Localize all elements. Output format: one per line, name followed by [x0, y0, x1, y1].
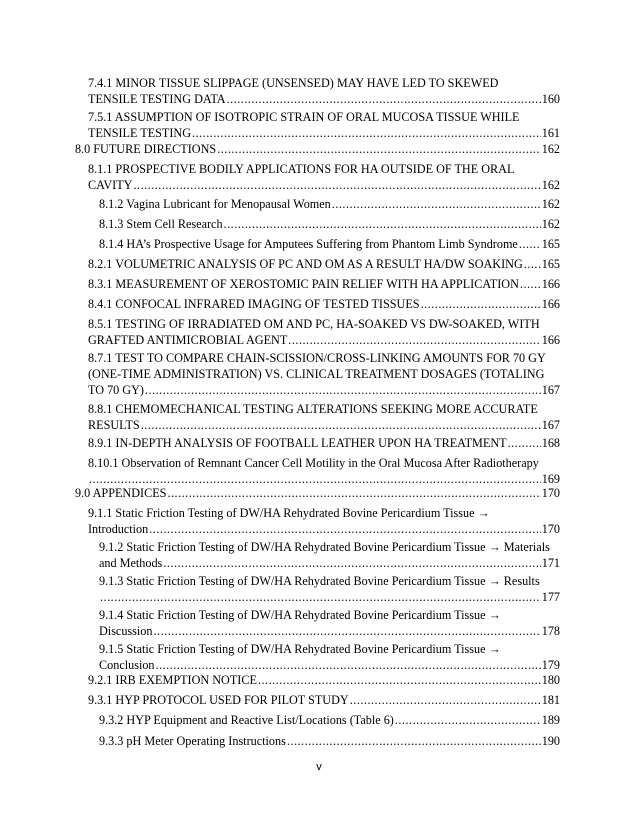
toc-entry[interactable] — [88, 276, 560, 292]
toc-page-number: 181 — [541, 693, 560, 707]
dot-leader — [156, 657, 541, 673]
toc-page-number: 190 — [541, 734, 560, 748]
toc-entry[interactable] — [88, 505, 560, 537]
dot-leader — [163, 555, 540, 571]
toc-page-number: 160 — [541, 92, 560, 106]
toc-entry-title: 8.8.1 CHEMOMECHANICAL TESTING ALTERATIONS SEEKING MORE ACCURATE — [88, 402, 538, 416]
toc-page-number: 162 — [541, 217, 560, 231]
toc-entry[interactable] — [88, 296, 560, 312]
toc-entry[interactable] — [99, 733, 560, 749]
toc-entry[interactable] — [99, 539, 560, 571]
dot-leader — [287, 733, 541, 749]
toc-entry-title: 8.9.1 IN-DEPTH ANALYSIS OF FOOTBALL LEATHER UPON HA TREATMENT — [88, 436, 507, 450]
toc-entry[interactable] — [88, 672, 560, 688]
toc-entry[interactable] — [88, 109, 560, 141]
toc-entry-title-cont: Conclusion — [99, 658, 155, 672]
toc-entry[interactable] — [75, 485, 560, 501]
toc-page-number: 170 — [541, 522, 560, 536]
dot-leader — [145, 382, 541, 398]
toc-entry-title-cont: GRAFTED ANTIMICROBIAL AGENT — [88, 333, 288, 347]
toc-page-number: 178 — [541, 624, 560, 638]
toc-entry[interactable] — [88, 316, 560, 348]
dot-leader — [100, 589, 541, 605]
toc-entry-title-cont: RESULTS — [88, 418, 140, 432]
dot-leader — [288, 332, 540, 348]
toc-entry[interactable] — [99, 216, 560, 232]
toc-page-number: 162 — [541, 178, 560, 192]
dot-leader — [227, 91, 541, 107]
toc-entry-title-cont: CAVITY — [88, 178, 133, 192]
toc-page-number: 177 — [541, 590, 560, 604]
toc-entry-title: 9.3.1 HYP PROTOCOL USED FOR PILOT STUDY — [88, 693, 349, 707]
dot-leader — [332, 196, 541, 212]
toc-entry-title-cont: Discussion — [99, 624, 153, 638]
toc-page-number: 166 — [541, 277, 560, 291]
toc-page-number: 180 — [541, 673, 560, 687]
toc-entry-title-cont: Introduction — [88, 522, 149, 536]
toc-entry-title: 8.1.4 HA’s Prospective Usage for Amputees Suffering from Phantom Limb Syndrome — [99, 237, 518, 251]
toc-page-number: 165 — [541, 237, 560, 251]
toc-entry-title-cont: TENSILE TESTING DATA — [88, 92, 226, 106]
dot-leader — [524, 256, 541, 272]
toc-entry-title-cont: and Methods — [99, 556, 163, 570]
toc-page-number: 167 — [541, 418, 560, 432]
toc-page-number: 162 — [541, 197, 560, 211]
toc-page-number: 179 — [541, 658, 560, 672]
toc-entry-title: 9.1.2 Static Friction Testing of DW/HA Rehydrated Bovine Pericardium Tissue → Materials — [99, 540, 550, 554]
toc-entry-title: 8.3.1 MEASUREMENT OF XEROSTOMIC PAIN RELIEF WITH HA APPLICATION — [88, 277, 519, 291]
dot-leader — [149, 521, 540, 537]
toc-entry[interactable] — [88, 692, 560, 708]
toc-entry[interactable] — [88, 435, 560, 451]
toc-page-number: 170 — [541, 486, 560, 500]
toc-entry[interactable] — [88, 75, 560, 107]
dot-leader — [421, 296, 541, 312]
toc-entry[interactable] — [99, 236, 560, 252]
toc-entry-title: 8.7.1 TEST TO COMPARE CHAIN-SCISSION/CROSS-LINKING AMOUNTS FOR 70 GY — [88, 351, 546, 365]
dot-leader — [395, 712, 541, 728]
toc-entry[interactable] — [88, 455, 560, 487]
toc-entry[interactable] — [99, 607, 560, 639]
dot-leader — [217, 141, 541, 157]
toc-page-number: 171 — [541, 556, 560, 570]
toc-page-number: 169 — [541, 472, 560, 486]
toc-page-number: 189 — [541, 713, 560, 727]
toc-entry-title-cont: (ONE-TIME ADMINISTRATION) VS. CLINICAL TREATMENT DOSAGES (TOTALING — [88, 367, 545, 381]
toc-entry-title-cont: TENSILE TESTING — [88, 126, 192, 140]
dot-leader — [154, 623, 541, 639]
toc-entry[interactable] — [88, 350, 560, 398]
toc-entry[interactable] — [88, 256, 560, 272]
toc-entry-title: 8.10.1 Observation of Remnant Cancer Cell Motility in the Oral Mucosa After Radiotherapy — [88, 456, 539, 470]
toc-entry-title: 8.1.2 Vagina Lubricant for Menopausal Women — [99, 197, 331, 211]
dot-leader — [350, 692, 541, 708]
toc-entry-title: 9.3.3 pH Meter Operating Instructions — [99, 734, 286, 748]
toc-page-number: 167 — [541, 383, 560, 397]
dot-leader — [520, 276, 541, 292]
toc-entry[interactable] — [99, 573, 560, 605]
toc-page-number: 166 — [541, 333, 560, 347]
toc-entry[interactable] — [99, 712, 560, 728]
dot-leader — [508, 435, 541, 451]
toc-entry[interactable] — [88, 401, 560, 433]
toc-entry-title: 8.5.1 TESTING OF IRRADIATED OM AND PC, HA-SOAKED VS DW-SOAKED, WITH — [88, 317, 540, 331]
toc-page-number: 168 — [541, 436, 560, 450]
dot-leader — [519, 236, 541, 252]
toc-entry-title: 8.2.1 VOLUMETRIC ANALYSIS OF PC AND OM AS A RESULT HA/DW SOAKING — [88, 257, 523, 271]
toc-entry-title: 9.1.4 Static Friction Testing of DW/HA Rehydrated Bovine Pericardium Tissue → — [99, 608, 501, 622]
dot-leader — [224, 216, 541, 232]
toc-page-number: 161 — [541, 126, 560, 140]
toc-entry-title: 7.5.1 ASSUMPTION OF ISOTROPIC STRAIN OF ORAL MUCOSA TISSUE WHILE — [88, 110, 520, 124]
page-number: v — [316, 761, 322, 773]
toc-entry-title: 9.1.5 Static Friction Testing of DW/HA Rehydrated Bovine Pericardium Tissue → — [99, 642, 501, 656]
toc-entry-title: 9.1.1 Static Friction Testing of DW/HA Rehydrated Bovine Pericardium Tissue → — [88, 506, 490, 520]
toc-entry[interactable] — [99, 196, 560, 212]
toc-page-number: 162 — [541, 142, 560, 156]
toc-entry-title: 8.4.1 CONFOCAL INFRARED IMAGING OF TESTED TISSUES — [88, 297, 420, 311]
toc-entry[interactable] — [88, 161, 560, 193]
toc-entry-title: 8.1.3 Stem Cell Research — [99, 217, 223, 231]
toc-page-number: 165 — [541, 257, 560, 271]
toc-entry-title: 8.1.1 PROSPECTIVE BODILY APPLICATIONS FOR HA OUTSIDE OF THE ORAL — [88, 162, 515, 176]
toc-entry-title-cont: TO 70 GY) — [88, 383, 144, 397]
toc-page-number: 166 — [541, 297, 560, 311]
toc-entry-title: 9.3.2 HYP Equipment and Reactive List/Locations (Table 6) — [99, 713, 394, 727]
dot-leader — [141, 417, 541, 433]
toc-entry-title: 9.0 APPENDICES — [75, 486, 167, 500]
toc-entry-title: 9.1.3 Static Friction Testing of DW/HA Rehydrated Bovine Pericardium Tissue → Results — [99, 574, 540, 588]
toc-entry-title: 8.0 FUTURE DIRECTIONS — [75, 142, 217, 156]
toc-entry-title: 7.4.1 MINOR TISSUE SLIPPAGE (UNSENSED) MAY HAVE LED TO SKEWED — [88, 76, 499, 90]
toc-entry-title: 9.2.1 IRB EXEMPTION NOTICE — [88, 673, 257, 687]
dot-leader — [192, 125, 541, 141]
toc-entry[interactable] — [75, 141, 560, 157]
toc-entry[interactable] — [99, 641, 560, 673]
dot-leader — [133, 177, 540, 193]
dot-leader — [167, 485, 540, 501]
dot-leader — [258, 672, 541, 688]
